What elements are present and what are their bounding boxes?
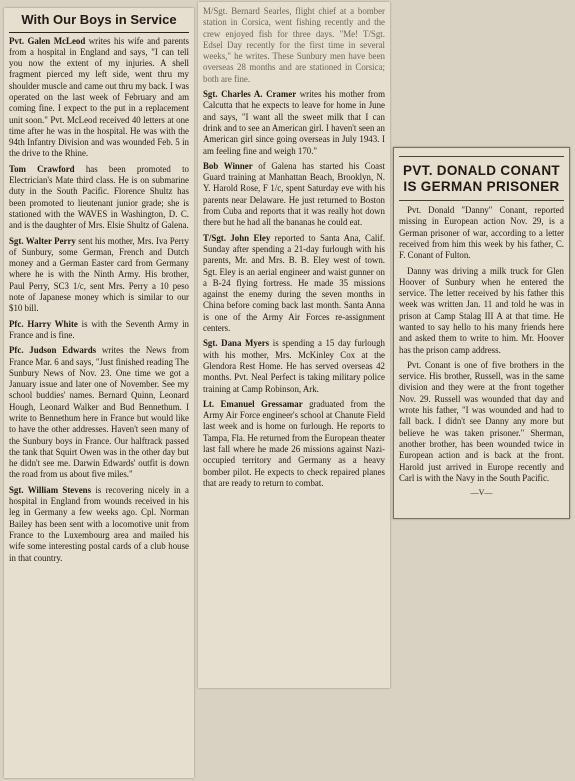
news-paragraph — [203, 161, 385, 229]
news-paragraph — [9, 485, 189, 564]
column-body — [203, 6, 385, 489]
paragraph-text: writes the News from France Mar. 6 and says, "Just finished reading The Sunbury News of Nov. 23. One time we got a January issue and later one of November. See my school buddies' names. Bernard Quinn, Leonard Hough, Leonard Walker and Bud Bennethum. I write to Bennethum here in France but would like to have the other addresses. Haven't seen many of the Sunbury boys in France. Our halftrack passed the tank that Squirt Owen was in the other day but he didn't see me. Darwin Edwards' outfit is down the road from us about five miles." — [9, 345, 189, 480]
column-body — [9, 36, 189, 564]
news-clipping-prisoner-article — [393, 147, 570, 519]
news-clipping-middle-column — [198, 2, 390, 688]
paragraph-text: sent his mother, Mrs. Iva Perry of Sunbury, some German, French and Dutch money and a German Easter card from Germany where he is with the Ninth Army. His brother, Paul Perry, SC3 1/c, sent Mrs. Perry a 10 peso note of Japanese money which is similar to our $10 bill. — [9, 235, 189, 314]
paragraph-lead-name: Pvt. Galen McLeod — [9, 35, 86, 46]
paragraph-text: graduated from the Army Air Force engineer's school at Chanute Field last week and is home on furlough. He reports to Tampa, Fla. He returned from the European theater last fall where he made 26 missions against Nazi-occupied territory and Germany as a heavy bomber pilot. He expects to check repaired planes that are ready to return to combat. — [203, 398, 385, 488]
news-paragraph — [9, 164, 189, 232]
paragraph-text: is spending a 15 day furlough with his mother, Mrs. McKinley Cox at the Glendora Rest Home. He has served overseas 42 months. Pvt. Neal Perfect is taking military police training at Camp Robinson, Ark. — [203, 338, 385, 394]
column-heading: With Our Boys in Service — [9, 12, 189, 33]
paragraph-text: is with the Seventh Army in France and is fine. — [9, 318, 189, 340]
news-paragraph — [203, 338, 385, 394]
paragraph-text: writes his wife and parents from a hospital in England and says, "I can tell you now the extent of my injuries. A shell fragment pierced my left side, went thru my shoulder muscle and came out thru my back. I was operated on the last week of February and am coming fine. I expect to the put in a replacement unit soon." Pvt. McLeod received 40 letters at one time after he was in the hospital. He was with the 94th Infantry Division and was wounded Feb. 5 in the drive to the Rhine. — [9, 35, 190, 159]
paragraph-lead-name: Sgt. Charles A. Cramer — [203, 89, 297, 100]
news-clipping-service-column — [4, 8, 194, 778]
end-mark: —V— — [470, 488, 493, 498]
news-paragraph — [9, 345, 189, 481]
paragraph-lead-name: Pfc. Harry White — [9, 318, 78, 329]
paragraph-text: is recovering nicely in a hospital in England from wounds received in his leg in Germany a few weeks ago. Cpl. Norman Bailey has been sent with a locomotive unit from France to the Luxembourg area and mailed his wife some interesting postal cards of a club house in that country. — [9, 484, 189, 563]
paragraph-lead-name: Tom Crawford — [9, 163, 75, 174]
news-paragraph — [203, 399, 385, 489]
paragraph-lead-name: Sgt. Walter Perry — [9, 235, 76, 246]
paragraph-lead-name: Pfc. Judson Edwards — [9, 345, 97, 356]
article-paragraph: Pvt. Conant is one of five brothers in the service. His brother, Russell, was in the same division and they were at the front together Nov. 29. Russell was wounded that day and wrote his father, "I was wounded and had to fall back. I didn't see Danny any more but believe he was taken prisoner." Sherman, another brother, has been wounded twice in European action and is back at the front. Harold just arrived in Europe recently and Carl is with the Navy in the South Pacific. — [399, 359, 564, 483]
news-paragraph — [203, 6, 385, 85]
paragraph-text: of Galena has started his Coast Guard training at Manhattan Beach, Brooklyn, N. Y. Harold Rose, F 1/c, spent Saturday eve with his parents near Delaware. He just returned to Boston from Cuba and reports that it was really hot down there but he had all the bananas he could eat. — [203, 160, 385, 228]
news-paragraph — [203, 233, 385, 335]
headline-rule — [399, 200, 564, 201]
article-paragraph: Pvt. Donald "Danny" Conant, reported missing in European action Nov. 29, is a German prisoner of war, according to a letter received from him this week by his father, C. F. Conant of Fulton. — [399, 205, 564, 261]
paragraph-text: has been promoted to Electrician's Mate third class. He is on submarine duty in the South Pacific. Florence Shultz has been promoted to lieutenant junior grade; she is stationed with the WAVES in Washington, D. C. and is the daughter of Mrs. Elsie Shultz of Galena. — [9, 163, 189, 231]
paragraph-text: reported to Santa Ana, Calif. Sunday after spending a 21-day furlough with his parents, Mr. and Mrs. B. B. Eley west of town. Sgt. Eley is an aerial engineer and waist gunner on a B-24 flying fortress. He made 35 missions against the enemy during the seven months in China before coming back last month. Santa Anna is one of the Army Air Forces re-assignment centers. — [203, 232, 385, 334]
article-headline: PVT. DONALD CONANT IS GERMAN PRISONER — [403, 163, 560, 194]
paragraph-text: M/Sgt. Bernard Searles, flight chief at a bomber station in Corsica, went fishing recently and the crew enjoyed fish for three days. "Me! T/Sgt. Edsel Day recently for the first time in several weeks," he writes. These Sunbury men have been overseas 28 months and are stationed in Corsica; both are fine. — [203, 6, 385, 84]
article-body — [399, 205, 564, 484]
paragraph-lead-name: Lt. Emanuel Gressamar — [203, 398, 303, 409]
paragraph-lead-name: T/Sgt. John Eley — [203, 232, 271, 243]
paragraph-lead-name: Sgt. William Stevens — [9, 484, 92, 495]
article-paragraph: Danny was driving a milk truck for Glen Hoover of Sunbury when he entered the service. The letter received by his father this week was written Jan. 11 and told he was in prison at Camp Stalag III A at that time. He wanted to say hello to his many friends here and asked them to write to him. Mr. Hoover has the prison camp address. — [399, 265, 564, 355]
news-paragraph — [9, 36, 189, 160]
news-paragraph — [9, 236, 189, 315]
news-paragraph — [9, 319, 189, 342]
paragraph-lead-name: Bob Winner — [203, 160, 253, 171]
news-paragraph — [203, 89, 385, 157]
top-rule — [399, 156, 564, 157]
paragraph-lead-name: Sgt. Dana Myers — [203, 338, 270, 349]
paragraph-text: writes his mother from Calcutta that he expects to leave for home in June and says, "I want all the sweet milk that I can drink and to see an American girl. I haven't seen an American girl since going overseas in July 1943. I am feeling fine and weigh 170." — [203, 89, 385, 156]
